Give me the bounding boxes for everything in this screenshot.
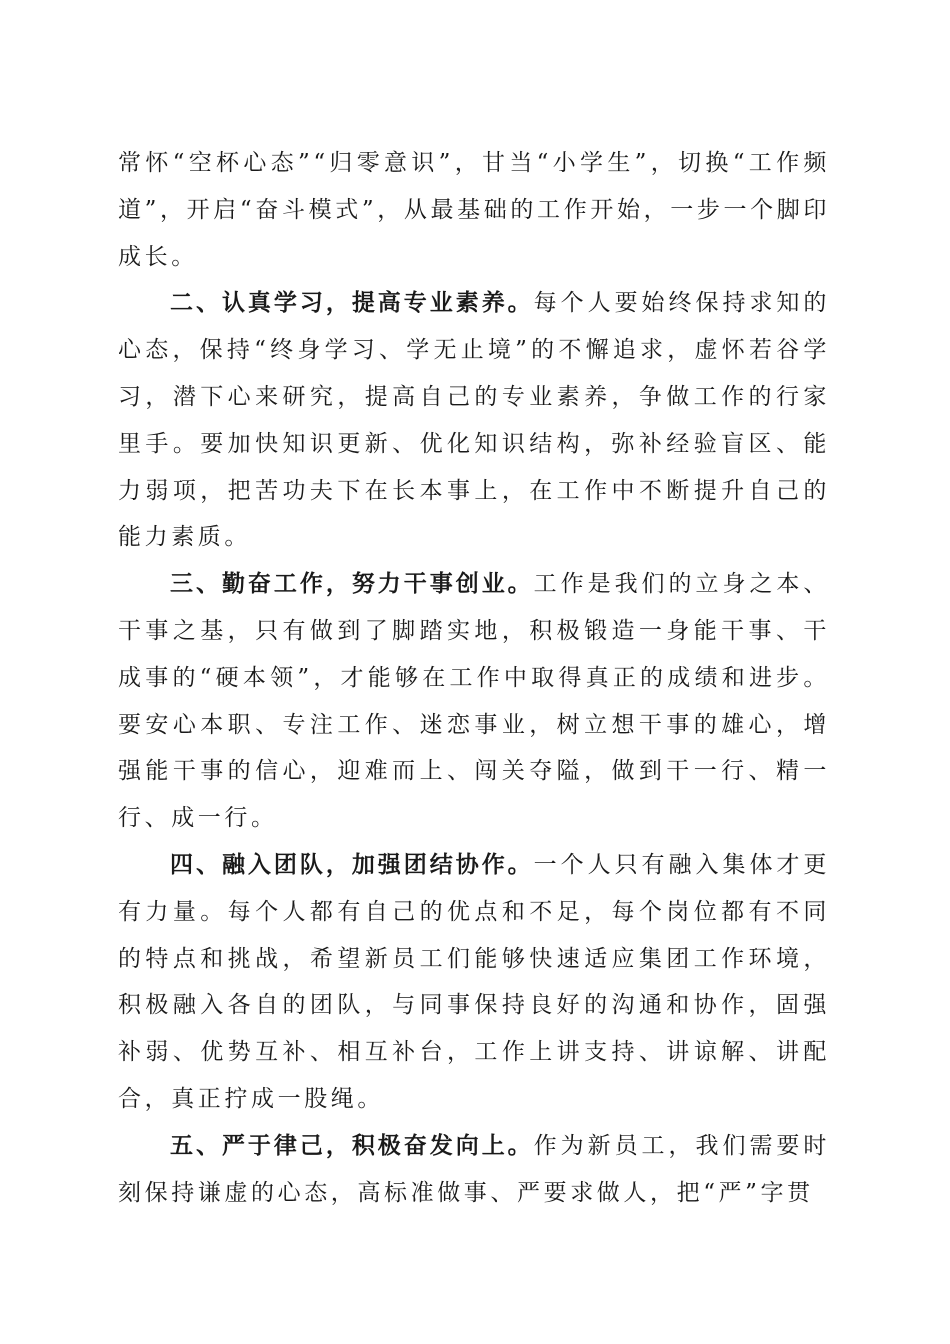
paragraph-text: 作为新员工，我们需要时刻保持谦虚的心态，高标准做事、严要求做人，把“严”字贯 <box>118 1132 830 1206</box>
paragraph-heading: 二、认真学习，提高专业素养。 <box>170 290 534 317</box>
paragraph-team <box>118 842 830 1123</box>
paragraph-text: 一个人只有融入集体才更有力量。每个人都有自己的优点和不足，每个岗位都有不同的特点和挑战，希望新员工们能够快速适应集团工作环境，积极融入各自的团队，与同事保持良好的沟通和协作，固强补弱、优势互补、相互补台，工作上讲支持、讲谅解、讲配合，真正拧成一股绳。 <box>118 851 830 1112</box>
paragraph-text: 每个人要始终保持求知的心态，保持“终身学习、学无止境”的不懈追求，虚怀若谷学习，潜下心来研究，提高自己的专业素养，争做工作的行家里手。要加快知识更新、优化知识结构，弥补经验盲区、能力弱项，把苦功夫下在长本事上，在工作中不断提升自己的能力素质。 <box>118 290 830 551</box>
paragraph-heading: 四、融入团队，加强团结协作。 <box>170 851 534 878</box>
paragraph-heading: 五、严于律己，积极奋发向上。 <box>170 1132 534 1159</box>
paragraph-text: 常怀“空杯心态”“归零意识”，甘当“小学生”，切换“工作频道”，开启“奋斗模式”，从最基础的工作开始，一步一个脚印成长。 <box>118 150 830 270</box>
paragraph-continuation <box>118 140 830 280</box>
paragraph-heading: 三、勤奋工作，努力干事创业。 <box>170 571 534 598</box>
paragraph-work <box>118 561 830 842</box>
paragraph-study <box>118 280 830 561</box>
paragraph-discipline <box>118 1123 830 1217</box>
paragraph-text: 工作是我们的立身之本、干事之基，只有做到了脚踏实地，积极锻造一身能干事、干成事的“硬本领”，才能够在工作中取得真正的成绩和进步。要安心本职、专注工作、迷恋事业，树立想干事的雄心，增强能干事的信心，迎难而上、闯关夺隘，做到干一行、精一行、成一行。 <box>118 571 830 832</box>
document-body <box>118 140 830 1216</box>
